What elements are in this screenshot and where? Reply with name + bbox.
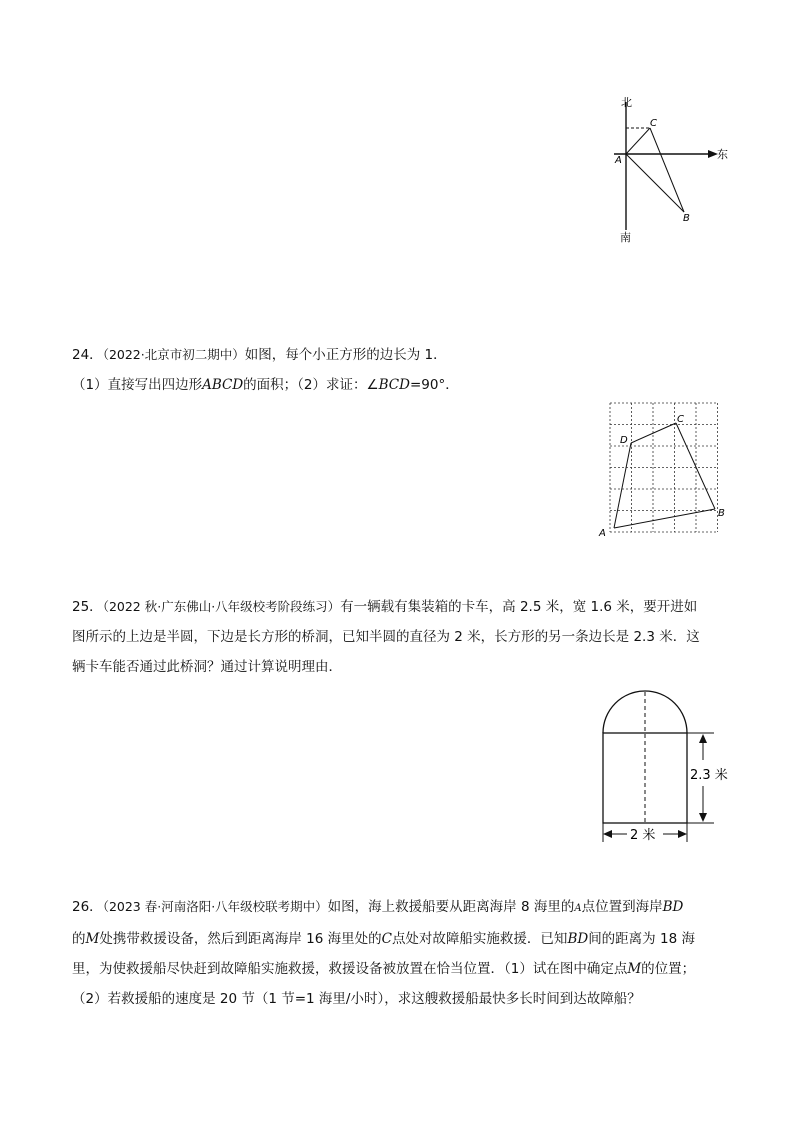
q26-var-c: C <box>381 931 392 947</box>
arrow-right-icon <box>678 830 687 838</box>
q26-l3-a: 里，为使救援船尽快赶到故障船实施救援，救援设备被放置在恰当位置．（1）试在图中确定点 <box>72 961 628 977</box>
width-label: 2 米 <box>630 828 656 843</box>
q25-source: （2022 秋·广东佛山·八年级校考阶段练习） <box>102 599 341 614</box>
q26-source: （2023 春·河南洛阳·八年级校联考期中） <box>102 899 328 914</box>
q24-part1: （1）直接写出四边形 <box>72 377 203 393</box>
q24-part2: （2）求证： <box>297 377 367 393</box>
grid-figure <box>596 398 736 540</box>
segment-bc <box>676 423 715 509</box>
q25-line3: 辆卡车能否通过此桥洞？通过计算说明理由． <box>72 659 342 675</box>
point-c-label: C <box>650 118 657 129</box>
question-24 <box>72 340 732 400</box>
q26-var-bd: BD <box>662 899 684 915</box>
arrow-up-icon <box>699 734 707 743</box>
q25-line2: 图所示的上边是半圆，下边是长方形的桥洞，已知半圆的直径为 2 米，长方形的另一条边长是 2.3 米．这 <box>72 629 700 645</box>
q26-l1-b: 点位置到海岸 <box>581 899 663 915</box>
east-label: 东 <box>717 148 728 161</box>
segment-ab <box>626 154 684 212</box>
segment-cb <box>650 128 684 212</box>
point-b-label: B <box>718 508 725 519</box>
angle-symbol: ∠ <box>366 377 379 393</box>
q26-var-m-2: M <box>627 961 642 977</box>
q26-l2-c: 点处对故障船实施救援．已知 <box>391 931 568 947</box>
q26-line1 <box>72 892 732 924</box>
q24-stem: 如图，每个小正方形的边长为 1． <box>244 347 447 363</box>
bridge-figure <box>590 688 740 848</box>
point-b-label: B <box>683 213 690 224</box>
q26-l1-a: 如图，海上救援船要从距离海岸 8 海里的 <box>327 899 575 915</box>
segment-ab <box>614 509 715 528</box>
point-a-label: A <box>599 528 606 539</box>
q24-source: （2022·北京市初二期中） <box>102 347 245 362</box>
semicircle <box>603 691 687 733</box>
q24-number: 24． <box>72 347 103 363</box>
segment-ac <box>626 128 650 154</box>
south-label: 南 <box>620 231 631 244</box>
arrow-left-icon <box>603 830 612 838</box>
point-a-label: A <box>615 155 622 166</box>
q24-part1-tail: 的面积； <box>243 377 298 393</box>
q26-l2-d: 间的距离为 18 海 <box>588 931 695 947</box>
q26-l2-a: 的 <box>72 931 86 947</box>
q26-var-m: M <box>85 931 100 947</box>
question-25 <box>72 592 732 682</box>
q26-l3-b: 的位置； <box>641 961 696 977</box>
north-label: 北 <box>621 96 632 109</box>
q24-line2 <box>72 370 732 400</box>
segment-da <box>614 443 631 528</box>
q26-line4: （2）若救援船的速度是 20 节（1 节=1 海里/小时），求这艘救援船最快多长时间到达故障船？ <box>72 991 641 1007</box>
question-26 <box>72 892 732 1014</box>
q26-number: 26． <box>72 899 103 915</box>
compass-figure <box>600 90 740 250</box>
q26-line3 <box>72 954 732 984</box>
q25-line1-text: 有一辆载有集装箱的卡车，高 2.5 米，宽 1.6 米，要开进如 <box>340 599 698 615</box>
q26-var-bd-2: BD <box>567 931 589 947</box>
q24-part1-var: ABCD <box>202 377 244 393</box>
q24-line1 <box>72 340 732 370</box>
height-label: 2.3 米 <box>690 768 728 783</box>
arrow-down-icon <box>699 813 707 822</box>
q26-line2 <box>72 924 732 954</box>
point-c-label: C <box>677 414 684 425</box>
q24-part2-tail: =90°． <box>409 377 459 393</box>
q25-number: 25． <box>72 599 103 615</box>
segment-cd <box>631 423 676 443</box>
q24-part2-var: BCD <box>378 377 410 393</box>
q26-l2-b: 处携带救援设备，然后到距离海岸 16 海里处的 <box>99 931 382 947</box>
q25-line1 <box>72 592 732 622</box>
point-d-label: D <box>620 435 628 446</box>
q26-var-a: A <box>574 903 582 914</box>
